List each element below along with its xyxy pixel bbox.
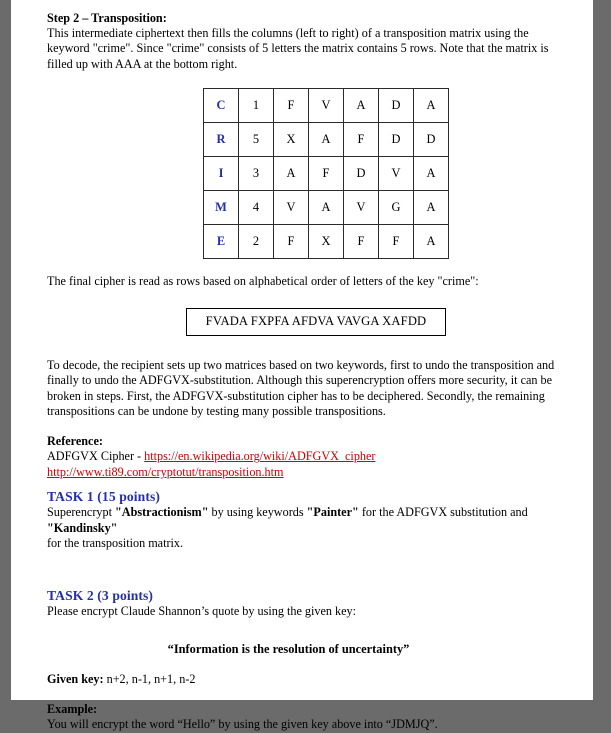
reference-link-ti89[interactable]: http://www.ti89.com/cryptotut/transposition.htm	[47, 464, 284, 479]
matrix-cell: A	[414, 157, 449, 191]
matrix-cell: V	[344, 191, 379, 225]
matrix-body	[204, 89, 449, 259]
matrix-key-cell: I	[204, 157, 239, 191]
task1-text-b: by using keywords	[208, 505, 307, 520]
matrix-key-cell: R	[204, 123, 239, 157]
reference-line-2	[47, 465, 560, 480]
final-cipher-value: FVADA FXPFA AFDVA VAVGA XAFDD	[205, 314, 427, 329]
table-row	[204, 191, 449, 225]
matrix-cell: 2	[239, 225, 274, 259]
matrix-cell: 3	[239, 157, 274, 191]
matrix-cell: D	[379, 89, 414, 123]
final-cipher-box	[186, 308, 446, 336]
task2-given-key	[47, 672, 560, 687]
reference-link-wikipedia[interactable]: https://en.wikipedia.org/wiki/ADFGVX_cipher	[144, 449, 376, 464]
task1-line-2: for the transposition matrix.	[47, 536, 184, 551]
spacer	[47, 419, 560, 434]
matrix-cell: A	[414, 191, 449, 225]
matrix-cell: 1	[239, 89, 274, 123]
spacer	[47, 480, 560, 489]
task1-heading: TASK 1 (15 points)	[47, 489, 160, 505]
spacer	[47, 573, 560, 588]
step2-heading: Step 2 – Transposition:	[47, 11, 167, 25]
matrix-cell: 5	[239, 123, 274, 157]
matrix-cell: V	[379, 157, 414, 191]
transposition-matrix-wrapper	[203, 88, 560, 259]
matrix-key-cell: M	[204, 191, 239, 225]
task2-example-text: You will encrypt the word “Hello” by using the given key above into “JDMJQ”.	[47, 717, 438, 732]
final-cipher-caption: The final cipher is read as rows based on alphabetical order of letters of the key "crime":	[47, 274, 479, 289]
table-row	[204, 123, 449, 157]
spacer	[47, 620, 560, 642]
task2-intro: Please encrypt Claude Shannon’s quote by using the given key:	[47, 604, 357, 619]
matrix-cell: A	[309, 191, 344, 225]
matrix-cell: F	[274, 89, 309, 123]
table-row	[204, 157, 449, 191]
reference-line-1	[47, 449, 560, 464]
spacer	[47, 687, 560, 702]
matrix-key-cell: E	[204, 225, 239, 259]
matrix-cell: F	[344, 123, 379, 157]
matrix-cell: F	[309, 157, 344, 191]
table-row	[204, 89, 449, 123]
transposition-matrix	[203, 88, 449, 259]
given-key-value: n+2, n-1, n+1, n-2	[103, 671, 196, 686]
table-row	[204, 225, 449, 259]
reference-label: ADFGVX Cipher -	[47, 449, 145, 464]
task1-text-a: Superencrypt	[47, 505, 116, 520]
matrix-cell: A	[309, 123, 344, 157]
reference-heading: Reference:	[47, 434, 103, 449]
matrix-cell: F	[379, 225, 414, 259]
matrix-cell: X	[309, 225, 344, 259]
task1-keyword-painter: "Painter"	[306, 505, 359, 520]
matrix-cell: D	[414, 123, 449, 157]
task1-text-c: for the ADFGVX substitution and	[358, 505, 528, 520]
given-key-label: Given key:	[47, 671, 104, 686]
matrix-cell: D	[379, 123, 414, 157]
matrix-cell: A	[414, 89, 449, 123]
matrix-cell: F	[344, 225, 379, 259]
spacer	[47, 336, 560, 358]
task1-line-1	[47, 505, 560, 536]
matrix-cell: G	[379, 191, 414, 225]
document-content	[47, 11, 560, 733]
task1-keyword-abstractionism: "Abstractionism"	[115, 505, 209, 520]
step2-body: This intermediate ciphertext then fills the columns (left to right) of a transposition matrix using the keyword "crime". Since "crime" consists of 5 letters the matrix contains 5 rows. Note that the matrix is filled up with AAA at the bottom right.	[47, 26, 549, 71]
matrix-cell: V	[309, 89, 344, 123]
spacer	[47, 657, 560, 672]
matrix-cell: F	[274, 225, 309, 259]
matrix-cell: X	[274, 123, 309, 157]
document-page	[11, 0, 593, 732]
matrix-cell: 4	[239, 191, 274, 225]
matrix-cell: V	[274, 191, 309, 225]
decode-paragraph: To decode, the recipient sets up two matrices based on two keywords, first to undo the transposition and finally to undo the ADFGVX-substitution. Although this superencryption offers more security, it can be broken in steps. First, the ADFGVX-substitution cipher has to be deciphered. Secondly, the remaining transpositions can be undone by testing many possible transpositions.	[47, 357, 555, 418]
matrix-key-cell: C	[204, 89, 239, 123]
matrix-cell: D	[344, 157, 379, 191]
task2-quote: “Information is the resolution of uncertainty”	[167, 641, 410, 656]
matrix-cell: A	[414, 225, 449, 259]
task2-example-label: Example:	[47, 702, 98, 717]
task1-keyword-kandinsky: "Kandinsky"	[47, 520, 118, 535]
spacer	[47, 259, 560, 274]
task2-heading: TASK 2 (3 points)	[47, 588, 154, 604]
matrix-cell: A	[274, 157, 309, 191]
spacer	[47, 551, 560, 573]
matrix-cell: A	[344, 89, 379, 123]
